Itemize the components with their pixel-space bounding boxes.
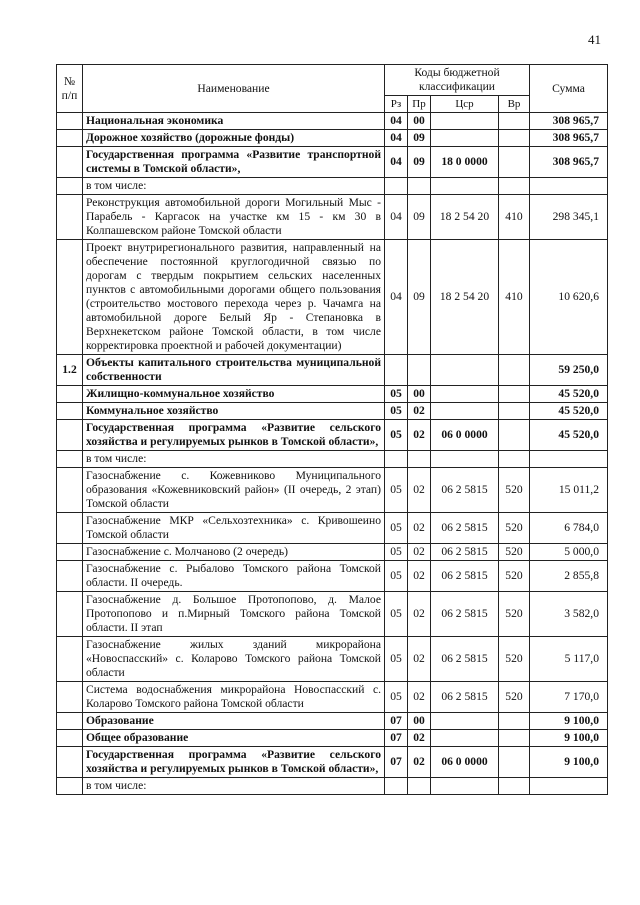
table-row xyxy=(57,130,608,147)
cell-num xyxy=(57,403,83,420)
cell-csr xyxy=(431,778,499,795)
cell-csr: 18 0 0000 xyxy=(431,147,499,178)
cell-vr: 410 xyxy=(499,240,530,355)
cell-rz xyxy=(385,355,408,386)
table-row xyxy=(57,730,608,747)
table-row xyxy=(57,195,608,240)
cell-rz: 07 xyxy=(385,747,408,778)
cell-pr: 02 xyxy=(408,747,431,778)
cell-csr: 06 0 0000 xyxy=(431,420,499,451)
cell-name: Жилищно-коммунальное хозяйство xyxy=(83,386,385,403)
cell-sum: 308 965,7 xyxy=(530,147,608,178)
cell-rz: 07 xyxy=(385,730,408,747)
cell-num xyxy=(57,420,83,451)
cell-rz: 04 xyxy=(385,113,408,130)
cell-sum: 7 170,0 xyxy=(530,682,608,713)
cell-csr xyxy=(431,355,499,386)
cell-csr: 06 2 5815 xyxy=(431,637,499,682)
header-name: Наименование xyxy=(83,65,385,113)
cell-rz: 04 xyxy=(385,130,408,147)
cell-pr: 02 xyxy=(408,420,431,451)
cell-pr: 02 xyxy=(408,637,431,682)
table-row xyxy=(57,420,608,451)
cell-rz: 05 xyxy=(385,637,408,682)
cell-vr xyxy=(499,730,530,747)
cell-pr: 09 xyxy=(408,195,431,240)
table-row xyxy=(57,178,608,195)
cell-name: Общее образование xyxy=(83,730,385,747)
cell-name: Проект внутрирегионального развития, направленный на обеспечение постоянной круглогодичной связью по дорогам с твердым покрытием сельских населенных пунктов с автомобильными дорогами общего пользования (строительство мостового перехода через р. Чачамга на автомобильной дороге Белый Яр - Степановка в Верхнекетском районе Томской области, в том числе корректировка проектной и рабочей документации) xyxy=(83,240,385,355)
cell-num xyxy=(57,178,83,195)
cell-csr xyxy=(431,386,499,403)
table-row xyxy=(57,451,608,468)
cell-rz: 04 xyxy=(385,240,408,355)
cell-csr: 06 2 5815 xyxy=(431,561,499,592)
cell-pr: 02 xyxy=(408,468,431,513)
cell-csr xyxy=(431,713,499,730)
cell-sum: 59 250,0 xyxy=(530,355,608,386)
cell-vr xyxy=(499,420,530,451)
table-row xyxy=(57,544,608,561)
table-row xyxy=(57,468,608,513)
cell-pr: 00 xyxy=(408,113,431,130)
cell-num xyxy=(57,240,83,355)
cell-pr: 02 xyxy=(408,561,431,592)
cell-num xyxy=(57,513,83,544)
cell-csr xyxy=(431,451,499,468)
cell-csr: 18 2 54 20 xyxy=(431,195,499,240)
table-row xyxy=(57,778,608,795)
table-row xyxy=(57,513,608,544)
header-num: № п/п xyxy=(57,65,83,113)
cell-csr: 06 0 0000 xyxy=(431,747,499,778)
cell-rz xyxy=(385,178,408,195)
cell-rz: 05 xyxy=(385,561,408,592)
cell-pr xyxy=(408,451,431,468)
cell-rz: 05 xyxy=(385,468,408,513)
table-row xyxy=(57,240,608,355)
cell-name: Национальная экономика xyxy=(83,113,385,130)
cell-vr xyxy=(499,147,530,178)
cell-num: 1.2 xyxy=(57,355,83,386)
cell-csr xyxy=(431,113,499,130)
cell-pr: 09 xyxy=(408,147,431,178)
cell-pr: 00 xyxy=(408,386,431,403)
cell-sum: 15 011,2 xyxy=(530,468,608,513)
cell-sum: 45 520,0 xyxy=(530,403,608,420)
cell-sum xyxy=(530,778,608,795)
cell-pr: 02 xyxy=(408,403,431,420)
table-row xyxy=(57,713,608,730)
cell-sum: 308 965,7 xyxy=(530,113,608,130)
cell-vr: 520 xyxy=(499,468,530,513)
cell-rz xyxy=(385,778,408,795)
cell-sum: 3 582,0 xyxy=(530,592,608,637)
cell-pr xyxy=(408,178,431,195)
cell-name: в том числе: xyxy=(83,451,385,468)
cell-num xyxy=(57,113,83,130)
cell-sum: 9 100,0 xyxy=(530,713,608,730)
cell-name: Газоснабжение жилых зданий микрорайона «Новоспасский» с. Коларово Томского района Томской области xyxy=(83,637,385,682)
cell-pr: 02 xyxy=(408,682,431,713)
cell-vr: 520 xyxy=(499,513,530,544)
header-csr: Цср xyxy=(431,96,499,113)
cell-sum xyxy=(530,178,608,195)
cell-num xyxy=(57,147,83,178)
cell-name: в том числе: xyxy=(83,178,385,195)
cell-pr: 02 xyxy=(408,730,431,747)
cell-vr: 410 xyxy=(499,195,530,240)
cell-num xyxy=(57,747,83,778)
cell-num xyxy=(57,682,83,713)
cell-name: Газоснабжение МКР «Сельхозтехника» с. Кривошеино Томской области xyxy=(83,513,385,544)
cell-num xyxy=(57,544,83,561)
table-body xyxy=(57,113,608,795)
cell-name: Газоснабжение с. Молчаново (2 очередь) xyxy=(83,544,385,561)
cell-vr xyxy=(499,386,530,403)
cell-sum: 5 000,0 xyxy=(530,544,608,561)
cell-sum: 298 345,1 xyxy=(530,195,608,240)
cell-vr: 520 xyxy=(499,682,530,713)
cell-name: Государственная программа «Развитие сельского хозяйства и регулируемых рынков в Томской области», xyxy=(83,420,385,451)
table-row xyxy=(57,403,608,420)
cell-vr: 520 xyxy=(499,561,530,592)
cell-name: Коммунальное хозяйство xyxy=(83,403,385,420)
cell-vr: 520 xyxy=(499,592,530,637)
cell-vr xyxy=(499,130,530,147)
cell-csr: 06 2 5815 xyxy=(431,468,499,513)
table-row xyxy=(57,682,608,713)
cell-name: Государственная программа «Развитие сельского хозяйства и регулируемых рынков в Томской области», xyxy=(83,747,385,778)
cell-sum xyxy=(530,451,608,468)
cell-vr: 520 xyxy=(499,544,530,561)
cell-pr: 09 xyxy=(408,240,431,355)
cell-csr xyxy=(431,178,499,195)
cell-sum: 45 520,0 xyxy=(530,386,608,403)
cell-sum: 308 965,7 xyxy=(530,130,608,147)
header-vr: Вр xyxy=(499,96,530,113)
cell-csr: 06 2 5815 xyxy=(431,513,499,544)
cell-num xyxy=(57,730,83,747)
cell-rz: 05 xyxy=(385,682,408,713)
table-row xyxy=(57,147,608,178)
cell-csr xyxy=(431,403,499,420)
cell-name: Газоснабжение с. Кожевниково Муниципального образования «Кожевниковский район» (II очередь, 2 этап) Томской области xyxy=(83,468,385,513)
cell-vr xyxy=(499,778,530,795)
cell-name: Система водоснабжения микрорайона Новоспасский с. Коларово Томского района Томской области xyxy=(83,682,385,713)
cell-num xyxy=(57,451,83,468)
table-row xyxy=(57,592,608,637)
header-rz: Рз xyxy=(385,96,408,113)
cell-rz: 05 xyxy=(385,592,408,637)
cell-name: Объекты капитального строительства муниципальной собственности xyxy=(83,355,385,386)
cell-sum: 2 855,8 xyxy=(530,561,608,592)
cell-num xyxy=(57,592,83,637)
table-row xyxy=(57,113,608,130)
cell-pr: 02 xyxy=(408,592,431,637)
cell-sum: 6 784,0 xyxy=(530,513,608,544)
cell-num xyxy=(57,713,83,730)
page-number: 41 xyxy=(588,32,601,47)
cell-sum: 9 100,0 xyxy=(530,730,608,747)
cell-name: Газоснабжение с. Рыбалово Томского района Томской области. II очередь. xyxy=(83,561,385,592)
cell-rz xyxy=(385,451,408,468)
cell-name: Реконструкция автомобильной дороги Могильный Мыс - Парабель - Каргасок на участке км 15 - км 30 в Колпашевском районе Томской области xyxy=(83,195,385,240)
cell-num xyxy=(57,386,83,403)
cell-sum: 45 520,0 xyxy=(530,420,608,451)
table-row xyxy=(57,747,608,778)
cell-vr xyxy=(499,403,530,420)
cell-pr xyxy=(408,355,431,386)
cell-rz: 05 xyxy=(385,420,408,451)
cell-vr xyxy=(499,713,530,730)
cell-csr: 06 2 5815 xyxy=(431,592,499,637)
cell-vr: 520 xyxy=(499,637,530,682)
cell-csr xyxy=(431,730,499,747)
header-pr: Пр xyxy=(408,96,431,113)
cell-rz: 05 xyxy=(385,544,408,561)
cell-vr xyxy=(499,747,530,778)
cell-csr: 06 2 5815 xyxy=(431,544,499,561)
cell-csr: 06 2 5815 xyxy=(431,682,499,713)
cell-name: Государственная программа «Развитие транспортной системы в Томской области», xyxy=(83,147,385,178)
cell-sum: 5 117,0 xyxy=(530,637,608,682)
cell-vr xyxy=(499,113,530,130)
cell-rz: 05 xyxy=(385,386,408,403)
cell-num xyxy=(57,778,83,795)
cell-pr: 00 xyxy=(408,713,431,730)
cell-name: Дорожное хозяйство (дорожные фонды) xyxy=(83,130,385,147)
cell-rz: 05 xyxy=(385,403,408,420)
cell-csr xyxy=(431,130,499,147)
cell-csr: 18 2 54 20 xyxy=(431,240,499,355)
cell-vr xyxy=(499,178,530,195)
cell-num xyxy=(57,637,83,682)
cell-num xyxy=(57,561,83,592)
header-codes: Коды бюджетной классификации xyxy=(385,65,530,96)
cell-rz: 04 xyxy=(385,147,408,178)
table-row xyxy=(57,561,608,592)
cell-name: Газоснабжение д. Большое Протопопово, д. Малое Протопопово и п.Мирный Томского района Томской области. II этап xyxy=(83,592,385,637)
cell-name: Образование xyxy=(83,713,385,730)
cell-name: в том числе: xyxy=(83,778,385,795)
cell-vr xyxy=(499,355,530,386)
cell-rz: 05 xyxy=(385,513,408,544)
cell-num xyxy=(57,468,83,513)
table-row xyxy=(57,637,608,682)
cell-pr xyxy=(408,778,431,795)
budget-table xyxy=(56,64,608,795)
cell-num xyxy=(57,195,83,240)
cell-sum: 9 100,0 xyxy=(530,747,608,778)
cell-rz: 07 xyxy=(385,713,408,730)
cell-rz: 04 xyxy=(385,195,408,240)
table-row xyxy=(57,355,608,386)
table-row xyxy=(57,386,608,403)
cell-sum: 10 620,6 xyxy=(530,240,608,355)
header-sum: Сумма xyxy=(530,65,608,113)
cell-pr: 02 xyxy=(408,513,431,544)
cell-num xyxy=(57,130,83,147)
cell-pr: 09 xyxy=(408,130,431,147)
cell-pr: 02 xyxy=(408,544,431,561)
cell-vr xyxy=(499,451,530,468)
